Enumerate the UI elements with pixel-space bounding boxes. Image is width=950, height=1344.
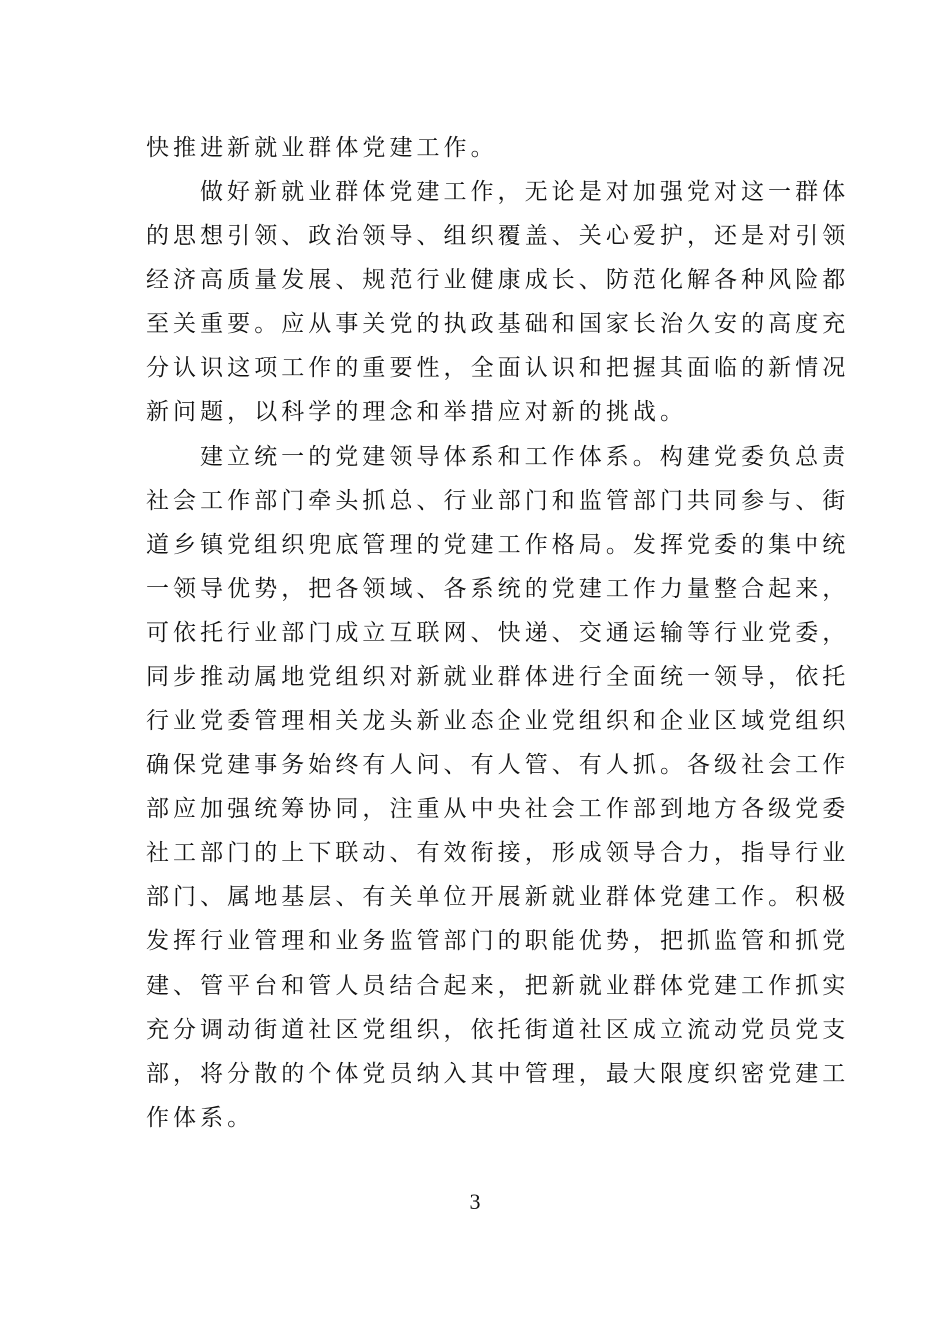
text-line: 新问题，以科学的理念和举措应对新的挑战。 <box>146 399 687 425</box>
text-line: 确保党建事务始终有人问、有人管、有人抓。各级社会工作 <box>146 752 850 778</box>
paragraph-first-line: 做好新就业群体党建工作，无论是对加强党对这一群体 <box>200 179 850 205</box>
text-line: 快推进新就业群体党建工作。 <box>146 135 498 161</box>
text-line: 行业党委管理相关龙头新业态企业党组织和企业区域党组织 <box>146 708 850 734</box>
text-line: 一领导优势，把各领域、各系统的党建工作力量整合起来， <box>146 576 850 602</box>
text-line: 发挥行业管理和业务监管部门的职能优势，把抓监管和抓党 <box>146 928 850 954</box>
text-line: 部，将分散的个体党员纳入其中管理，最大限度织密党建工 <box>146 1061 850 1087</box>
text-line: 充分调动街道社区党组织，依托街道社区成立流动党员党支 <box>146 1017 850 1043</box>
text-line: 社会工作部门牵头抓总、行业部门和监管部门共同参与、街 <box>146 488 850 514</box>
text-line: 建、管平台和管人员结合起来，把新就业群体党建工作抓实 <box>146 973 850 999</box>
text-line: 作体系。 <box>146 1105 255 1131</box>
text-line: 经济高质量发展、规范行业健康成长、防范化解各种风险都 <box>146 267 850 293</box>
text-line: 至关重要。应从事关党的执政基础和国家长治久安的高度充 <box>146 311 850 337</box>
text-line: 可依托行业部门成立互联网、快递、交通运输等行业党委， <box>146 620 850 646</box>
text-line: 分认识这项工作的重要性，全面认识和把握其面临的新情况 <box>146 355 850 381</box>
text-line: 同步推动属地党组织对新就业群体进行全面统一领导，依托 <box>146 664 850 690</box>
text-line: 社工部门的上下联动、有效衔接，形成领导合力，指导行业 <box>146 840 850 866</box>
text-line: 部应加强统筹协同，注重从中央社会工作部到地方各级党委 <box>146 796 850 822</box>
page-number: 3 <box>469 1189 481 1214</box>
text-line: 道乡镇党组织兜底管理的党建工作格局。发挥党委的集中统 <box>146 532 850 558</box>
paragraph-first-line: 建立统一的党建领导体系和工作体系。构建党委负总责 <box>200 444 850 470</box>
text-line: 部门、属地基层、有关单位开展新就业群体党建工作。积极 <box>146 884 850 910</box>
text-line: 的思想引领、政治领导、组织覆盖、关心爱护，还是对引领 <box>146 223 850 249</box>
